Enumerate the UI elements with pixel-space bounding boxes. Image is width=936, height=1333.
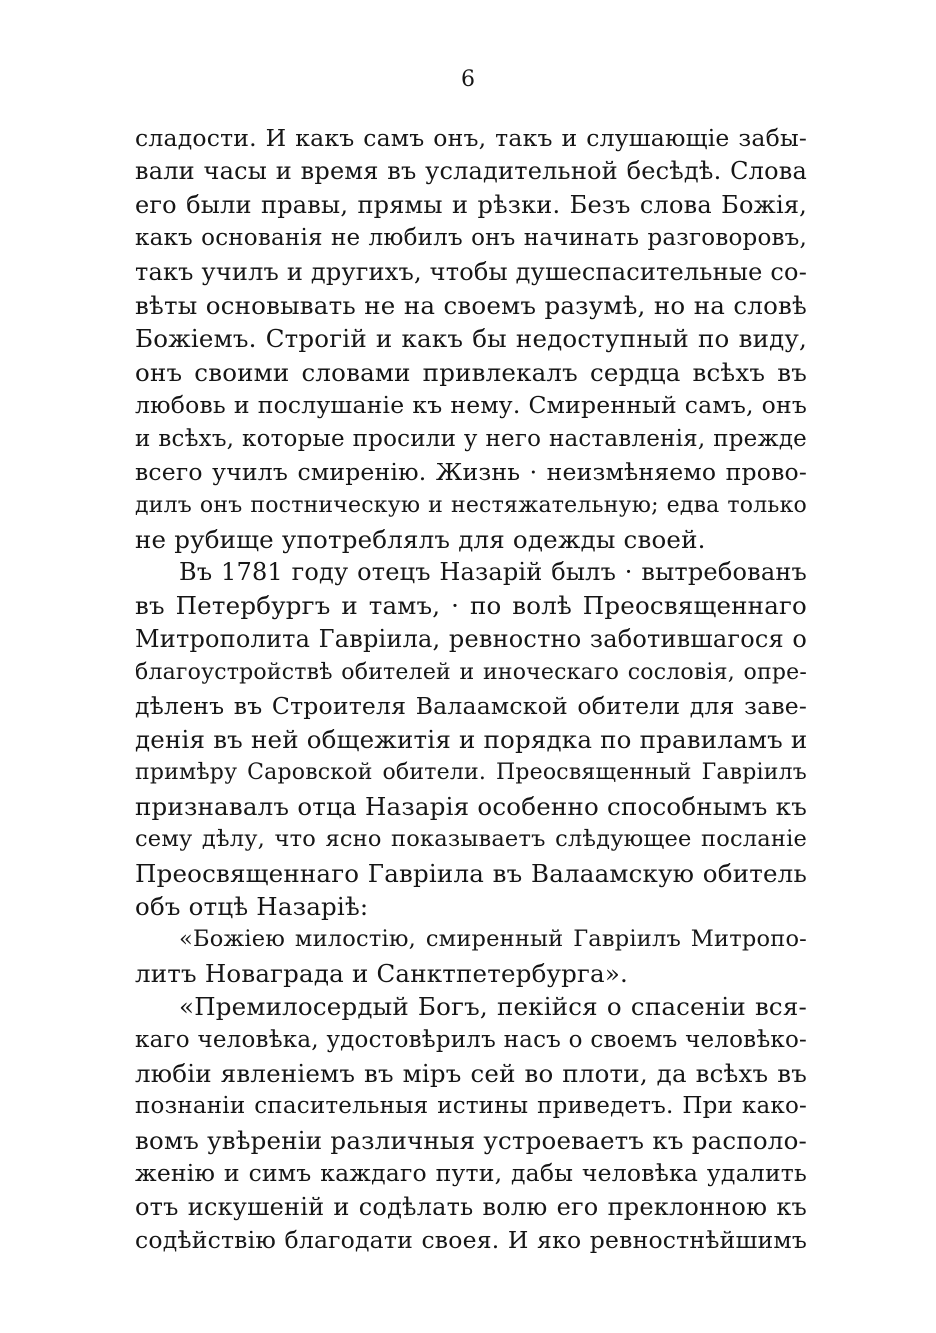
text-line: благоустройствѣ обителей и иноческаго сословія, опре-	[135, 660, 807, 686]
text-line: такъ училъ и другихъ, чтобы душеспасительные со-	[135, 257, 807, 286]
text-line: женію и симъ каждаго пути, дабы человѣка удалить	[135, 1159, 807, 1188]
text-line: сему дѣлу, что ясно показываетъ слѣдующее посланіе	[135, 826, 807, 853]
text-line: содѣйствію благодати своея. И яко ревностнѣйшимъ	[135, 1225, 807, 1254]
text-line: отъ искушеній и содѣлать волю его преклонною къ	[135, 1192, 807, 1221]
text-line: Митрополита Гавріила, ревностно заботившагося о	[135, 624, 807, 653]
text-line: любовь и послушаніе къ нему. Смиренный самъ, онъ	[135, 391, 807, 420]
text-line: какъ основанія не любилъ онъ начинать разговоровъ,	[135, 225, 807, 252]
body-text	[135, 122, 807, 1257]
text-line: вали часы и время въ усладительной бесѣдѣ. Слова	[135, 157, 807, 186]
text-line: и всѣхъ, которые просили у него наставленія, прежде	[135, 425, 807, 452]
text-line: онъ своими словами привлекалъ сердца всѣхъ въ	[135, 357, 807, 387]
text-line: каго человѣка, удостовѣрилъ насъ о своемъ человѣко-	[135, 1026, 807, 1053]
text-line: дилъ онъ постническую и нестяжательную; едва только	[135, 493, 807, 519]
text-line: вѣты основывать не на своемъ разумѣ, но на словѣ	[135, 290, 807, 320]
text-line: денія въ ней общежитія и порядка по правиламъ и	[135, 725, 808, 755]
text-line: сладости. И какъ самъ онъ, такъ и слушающіе забы-	[135, 124, 807, 152]
text-line: признавалъ отца Назарія особенно способнымъ къ	[135, 791, 807, 821]
text-line: примѣру Саровской обители. Преосвященный Гавріилъ	[135, 760, 807, 786]
text-line: Божіемъ. Строгій и какъ бы недоступный по виду,	[135, 324, 807, 354]
text-line: «Божіею милостію, смиренный Гавріилъ Митропо-	[179, 926, 807, 953]
text-line: Въ 1781 году отецъ Назарій былъ · вытребованъ	[179, 558, 807, 587]
page-number: 6	[461, 67, 475, 92]
text-line: «Премилосердый Богъ, пекійся о спасеніи вся-	[179, 992, 807, 1022]
text-line: въ Петербургъ и тамъ, · по волѣ Преосвященнаго	[135, 591, 807, 621]
text-line: его были правы, прямы и рѣзки. Безъ слова Божія,	[135, 190, 807, 219]
text-line: дѣленъ въ Строителя Валаамской обители для заве-	[135, 691, 807, 720]
text-line: вомъ увѣреніи различныя устроеваетъ къ располо-	[135, 1125, 807, 1155]
text-line: объ отцѣ Назаріѣ:	[135, 891, 369, 921]
text-line: любіи явленіемъ въ міръ сей во плоти, да всѣхъ въ	[135, 1058, 807, 1088]
text-line: всего училъ смиренію. Жизнь · неизмѣняемо прово-	[135, 457, 807, 486]
text-line: литъ Новаграда и Санктпетербурга».	[135, 958, 629, 988]
text-line: не рубище употреблялъ для одежды своей.	[135, 524, 706, 554]
text-line: Преосвященнаго Гавріила въ Валаамскую обитель	[135, 858, 807, 888]
text-line: познаніи спасительныя истины приведетъ. При како-	[135, 1093, 807, 1120]
